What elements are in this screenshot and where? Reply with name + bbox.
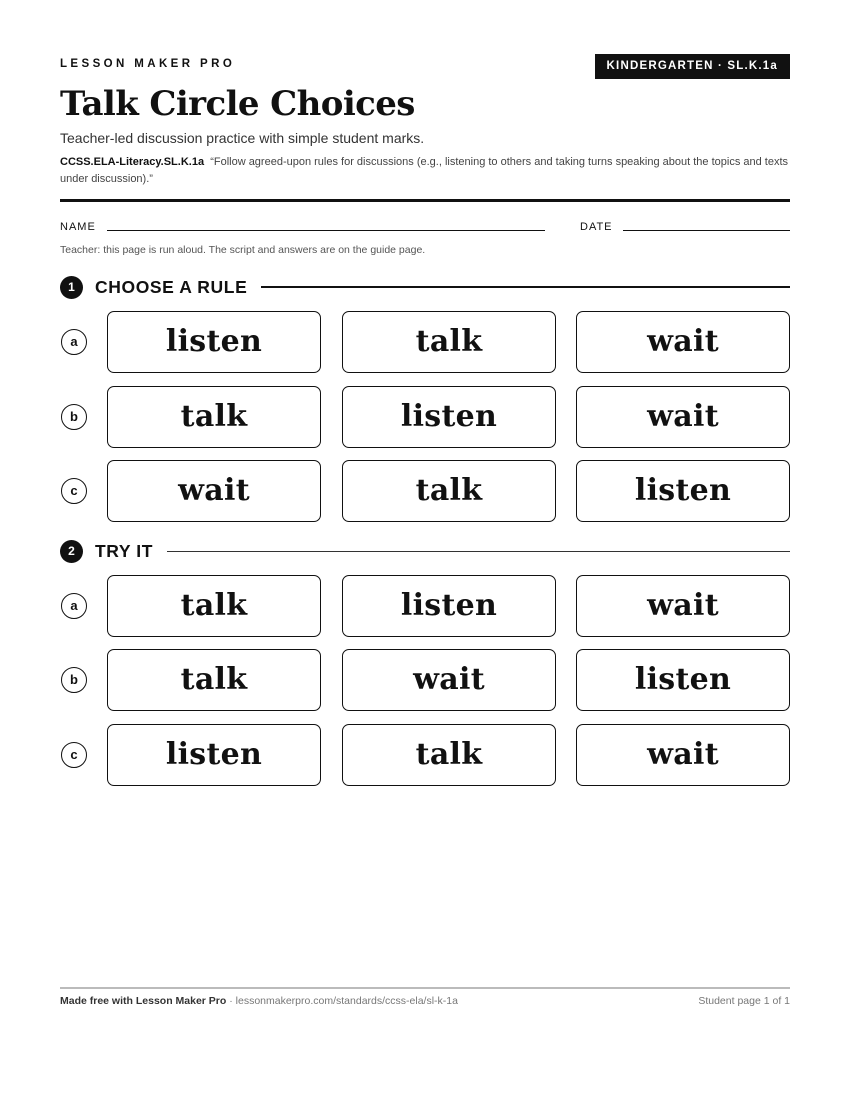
question-letter: b	[61, 404, 87, 430]
date-label: DATE	[580, 221, 613, 233]
header-divider	[60, 199, 790, 202]
choice-box[interactable]: talk	[107, 575, 321, 637]
choice-box[interactable]: listen	[576, 460, 790, 522]
standard-text: “Follow agreed-upon rules for discussions (e.g., listening to others and taking turns speaking about the topics and texts under discussion).”	[60, 156, 789, 185]
section-try-it	[60, 539, 790, 563]
footer-credit	[60, 995, 458, 1007]
question-row	[60, 575, 790, 637]
question-letter: c	[61, 742, 87, 768]
choice-box[interactable]: listen	[342, 575, 556, 637]
question-letter: a	[61, 329, 87, 355]
teacher-note: Teacher: this page is run aloud. The script and answers are on the guide page.	[60, 244, 426, 256]
section-title: CHOOSE A RULE	[95, 276, 248, 297]
choice-box[interactable]: talk	[342, 311, 556, 373]
question-letter: c	[61, 478, 87, 504]
question-row	[60, 649, 790, 711]
footer-page-number: Student page 1 of 1	[698, 995, 790, 1007]
section-divider	[261, 286, 790, 288]
question-letter: a	[61, 593, 87, 619]
question-letter: b	[61, 667, 87, 693]
date-field[interactable]	[623, 230, 790, 231]
grade-standard-badge: KINDERGARTEN · SL.K.1a	[595, 54, 790, 79]
choice-box[interactable]: talk	[107, 386, 321, 448]
choice-box[interactable]: wait	[342, 649, 556, 711]
question-row	[60, 460, 790, 522]
worksheet-page	[60, 0, 790, 1100]
name-field[interactable]	[107, 230, 545, 231]
question-row	[60, 386, 790, 448]
footer-url[interactable]: · lessonmakerpro.com/standards/ccss-ela/sl-k-1a	[226, 995, 458, 1007]
choice-box[interactable]: listen	[107, 311, 321, 373]
choice-box[interactable]: wait	[576, 724, 790, 786]
standard-description	[60, 154, 790, 188]
section-number: 1	[60, 276, 83, 299]
choice-box[interactable]: wait	[576, 311, 790, 373]
choice-box[interactable]: wait	[576, 575, 790, 637]
section-choose-a-rule	[60, 275, 790, 299]
choice-box[interactable]: listen	[576, 649, 790, 711]
choice-box[interactable]: talk	[107, 649, 321, 711]
brand-name: LESSON MAKER PRO	[60, 58, 236, 70]
footer-made-with: Made free with Lesson Maker Pro	[60, 995, 227, 1007]
choice-box[interactable]: listen	[107, 724, 321, 786]
section-divider	[167, 551, 790, 552]
footer-divider	[60, 987, 790, 989]
choice-box[interactable]: wait	[107, 460, 321, 522]
question-row	[60, 311, 790, 373]
section-number: 2	[60, 540, 83, 563]
name-label: NAME	[60, 221, 96, 233]
section-title: TRY IT	[95, 540, 154, 561]
choice-box[interactable]: listen	[342, 386, 556, 448]
page-title: Talk Circle Choices	[60, 84, 415, 124]
page-subtitle: Teacher-led discussion practice with simple student marks.	[60, 130, 425, 146]
standard-code: CCSS.ELA-Literacy.SL.K.1a	[60, 156, 205, 168]
choice-box[interactable]: talk	[342, 724, 556, 786]
choice-box[interactable]: wait	[576, 386, 790, 448]
choice-box[interactable]: talk	[342, 460, 556, 522]
question-row	[60, 724, 790, 786]
